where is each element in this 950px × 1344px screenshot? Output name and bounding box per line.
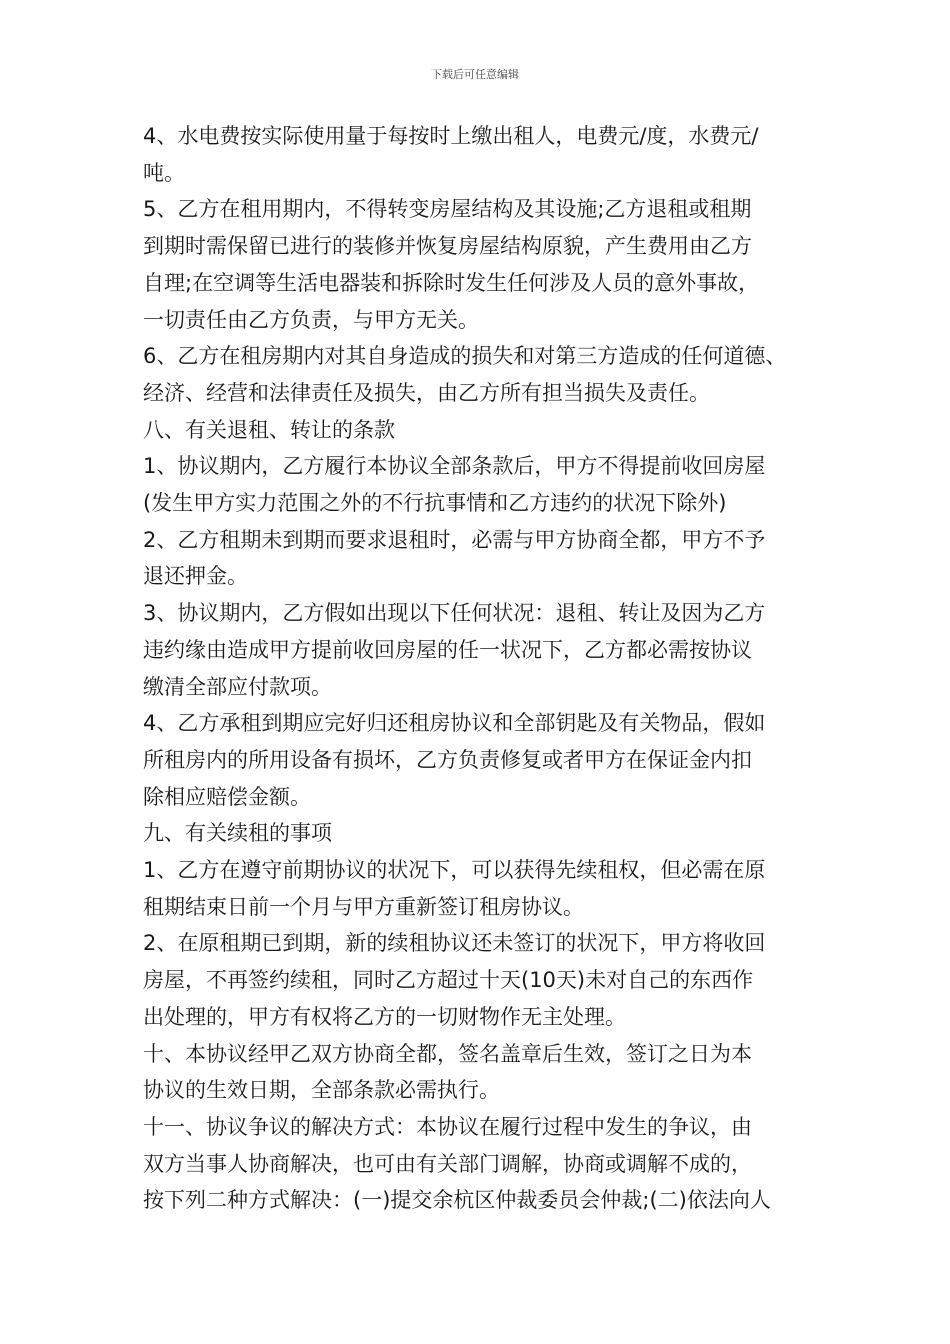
contract-body [143, 118, 823, 1219]
text-line: 到期时需保留已进行的装修并恢复房屋结构原貌，产生费用由乙方 [143, 234, 752, 259]
text-line: 租期结束日前一个月与甲方重新签订租房协议。 [143, 894, 584, 919]
text-line: 3、协议期内，乙方假如出现以下任何状况：退租、转让及因为乙方 [143, 601, 766, 626]
text-line: 1、协议期内，乙方履行本协议全部条款后，甲方不得提前收回房屋 [143, 454, 766, 479]
text-line: 自理;在空调等生活电器装和拆除时发生任何涉及人员的意外事故， [143, 270, 760, 295]
text-line: 退还押金。 [143, 564, 248, 589]
text-line: 4、水电费按实际使用量于每按时上缴出租人，电费元/度，水费元/ [143, 124, 759, 148]
text-line: 除相应赔偿金额。 [143, 784, 311, 809]
text-line: 4、乙方承租到期应完好归还租房协议和全部钥匙及有关物品，假如 [143, 711, 766, 736]
text-line: 所租房内的所用设备有损坏，乙方负责修复或者甲方在保证金内扣 [143, 747, 752, 772]
text-line: 十一、协议争议的解决方式：本协议在履行过程中发生的争议，由 [143, 1114, 752, 1139]
text-line: 双方当事人协商解决，也可由有关部门调解，协商或调解不成的， [143, 1151, 752, 1176]
text-line: 6、乙方在租房期内对其自身造成的损失和对第三方造成的任何道德、 [143, 344, 787, 369]
text-line: 2、在原租期已到期，新的续租协议还未签订的状况下，甲方将收回 [143, 931, 766, 956]
text-line: 违约缘由造成甲方提前收回房屋的任一状况下，乙方都必需按协议 [143, 637, 752, 662]
text-line: 5、乙方在租用期内，不得转变房屋结构及其设施;乙方退租或租期 [143, 197, 752, 222]
text-line: 按下列二种方式解决：(一)提交余杭区仲裁委员会仲裁;(二)依法向人 [143, 1188, 771, 1213]
page-header: 下载后可任意编辑 [431, 68, 519, 81]
text-line: 协议的生效日期，全部条款必需执行。 [143, 1078, 500, 1103]
text-line: (发生甲方实力范围之外的不行抗事情和乙方违约的状况下除外) [143, 491, 727, 516]
section-heading: 九、有关续租的事项 [143, 821, 332, 846]
text-line: 一切责任由乙方负责，与甲方无关。 [143, 307, 479, 332]
text-line: 十、本协议经甲乙双方协商全都，签名盖章后生效，签订之日为本 [143, 1041, 752, 1066]
text-line: 吨。 [143, 160, 185, 185]
text-line: 1、乙方在遵守前期协议的状况下，可以获得先续租权，但必需在原 [143, 858, 766, 883]
text-line: 2、乙方租期未到期而要求退租时，必需与甲方协商全都，甲方不予 [143, 527, 766, 552]
text-line: 出处理的，甲方有权将乙方的一切财物作无主处理。 [143, 1004, 626, 1029]
text-line: 缴清全部应付款项。 [143, 674, 332, 699]
text-line: 经济、经营和法律责任及损失，由乙方所有担当损失及责任。 [143, 380, 710, 405]
text-line: 房屋，不再签约续租，同时乙方超过十天(10天)未对自己的东西作 [143, 968, 754, 993]
section-heading: 八、有关退租、转让的条款 [143, 417, 395, 442]
